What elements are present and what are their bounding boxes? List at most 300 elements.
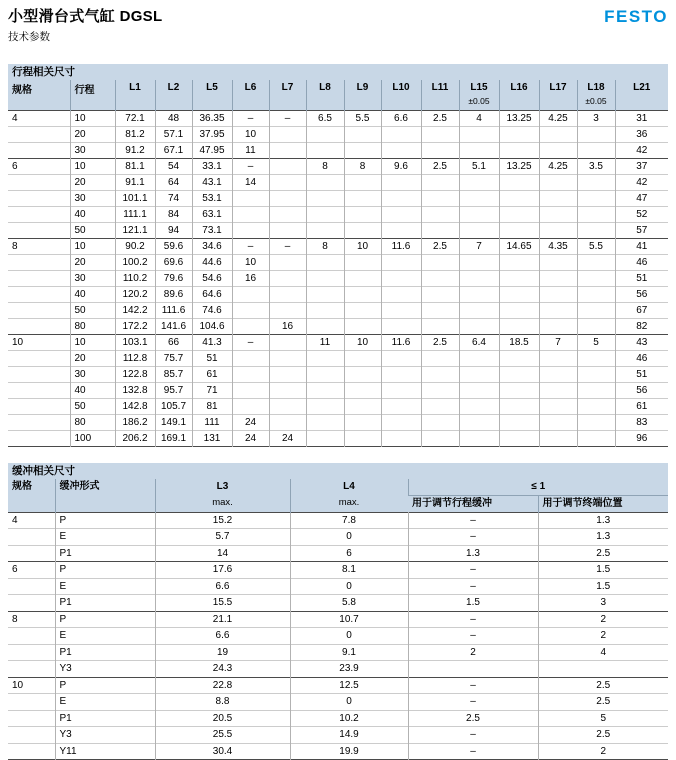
dimension-cell: [459, 174, 499, 190]
dimension-cell: [381, 126, 421, 142]
dimension-cell: [577, 222, 615, 238]
dimension-cell: [232, 382, 269, 398]
dimension-cell: 1.5: [408, 595, 538, 612]
dimension-cell: [306, 286, 344, 302]
dimension-cell: 31: [615, 110, 668, 126]
size-cell: [8, 398, 70, 414]
dimension-cell: [269, 366, 306, 382]
stroke-cell: 40: [70, 206, 115, 222]
table-row: [8, 578, 668, 595]
dimension-cell: [344, 286, 381, 302]
dimension-cell: [381, 366, 421, 382]
dimension-cell: 51: [615, 270, 668, 286]
table-row: [8, 694, 668, 711]
dimension-cell: 22.8: [155, 677, 290, 694]
dimension-cell: [499, 398, 539, 414]
stroke-cell: 10: [70, 334, 115, 350]
dimension-cell: [232, 318, 269, 334]
size-cell: [8, 694, 55, 711]
dimension-column-header: [269, 80, 306, 110]
dimension-cell: [539, 126, 577, 142]
cushion-type-cell: P: [55, 512, 155, 529]
table-row: [8, 142, 668, 158]
dimension-cell: [306, 382, 344, 398]
dimension-cell: [381, 222, 421, 238]
dimension-cell: [306, 350, 344, 366]
column-header-label: L18: [580, 81, 613, 95]
dimension-cell: 24: [269, 430, 306, 446]
size-cell: [8, 286, 70, 302]
cushion-type-cell: Y11: [55, 743, 155, 760]
dimension-cell: 0: [290, 628, 408, 645]
size-cell: [8, 206, 70, 222]
dimension-cell: –: [408, 677, 538, 694]
dimension-cell: [381, 206, 421, 222]
dimension-cell: [344, 126, 381, 142]
dimension-cell: [577, 254, 615, 270]
dimension-column-header: [539, 80, 577, 110]
dimension-cell: 21.1: [155, 611, 290, 628]
dimension-cell: [269, 254, 306, 270]
size-cell: 6: [8, 158, 70, 174]
column-header-label: L17: [542, 81, 575, 95]
dimension-cell: 10: [344, 334, 381, 350]
dimension-cell: 71: [192, 382, 232, 398]
size-cell: [8, 578, 55, 595]
dimension-cell: 111.1: [115, 206, 155, 222]
dimension-cell: 6: [290, 545, 408, 562]
stroke-cell: 20: [70, 254, 115, 270]
dimension-cell: 67.1: [155, 142, 192, 158]
table-row: [8, 238, 668, 254]
dimension-cell: 14: [232, 174, 269, 190]
dimension-cell: 2.5: [408, 710, 538, 727]
table-row: [8, 302, 668, 318]
size-cell: 8: [8, 238, 70, 254]
dimension-cell: [577, 350, 615, 366]
dimension-cell: 142.8: [115, 398, 155, 414]
dimension-cell: 142.2: [115, 302, 155, 318]
dimension-cell: [306, 318, 344, 334]
table-row: [8, 710, 668, 727]
dimension-cell: 17.6: [155, 562, 290, 579]
dimension-cell: 4.35: [539, 238, 577, 254]
table-row: [8, 158, 668, 174]
dimension-cell: 12.5: [290, 677, 408, 694]
size-cell: [8, 318, 70, 334]
dimension-cell: 5.7: [155, 529, 290, 546]
dimension-cell: 2: [538, 628, 668, 645]
dimension-cell: –: [269, 238, 306, 254]
dimension-column-header: [192, 80, 232, 110]
stroke-cell: 30: [70, 366, 115, 382]
dimension-cell: 15.5: [155, 595, 290, 612]
dimension-cell: [577, 270, 615, 286]
stroke-cell: 50: [70, 398, 115, 414]
dimension-cell: –: [408, 628, 538, 645]
dimension-cell: 34.6: [192, 238, 232, 254]
dimension-cell: [306, 142, 344, 158]
dimension-cell: 19: [155, 644, 290, 661]
dimension-cell: [538, 661, 668, 678]
dimension-cell: [577, 414, 615, 430]
dimension-cell: [344, 430, 381, 446]
dimension-cell: [539, 206, 577, 222]
dimension-cell: [577, 366, 615, 382]
dimension-cell: 14.9: [290, 727, 408, 744]
stroke-dimensions-table: [8, 80, 668, 447]
dimension-cell: 8: [306, 238, 344, 254]
dimension-cell: 11: [306, 334, 344, 350]
dimension-cell: 37: [615, 158, 668, 174]
dimension-cell: 36.35: [192, 110, 232, 126]
dimension-cell: [344, 142, 381, 158]
size-cell: 8: [8, 611, 55, 628]
table-row: [8, 366, 668, 382]
dimension-cell: [539, 382, 577, 398]
dimension-cell: 6.5: [306, 110, 344, 126]
dimension-cell: [421, 270, 459, 286]
dimension-cell: 59.6: [155, 238, 192, 254]
cushion-type-cell: P: [55, 562, 155, 579]
dimension-cell: –: [408, 512, 538, 529]
dimension-cell: [459, 318, 499, 334]
dimension-cell: [306, 398, 344, 414]
dimension-cell: [577, 286, 615, 302]
table-row: [8, 110, 668, 126]
dimension-cell: [459, 222, 499, 238]
dimension-cell: [344, 206, 381, 222]
dimension-cell: 8.8: [155, 694, 290, 711]
table-row: [8, 644, 668, 661]
dimension-cell: –: [408, 562, 538, 579]
dimension-cell: [539, 414, 577, 430]
table-row: [8, 126, 668, 142]
dimension-cell: 172.2: [115, 318, 155, 334]
column-header-tolerance: ±0.05: [462, 95, 497, 107]
column-header-label: L3: [158, 479, 288, 495]
dimension-cell: 132.8: [115, 382, 155, 398]
dimension-cell: 24.3: [155, 661, 290, 678]
dimension-cell: 30.4: [155, 743, 290, 760]
size-cell: [8, 366, 70, 382]
dimension-cell: 47.95: [192, 142, 232, 158]
dimension-cell: [306, 190, 344, 206]
page-header: [8, 8, 668, 44]
dimension-cell: [577, 190, 615, 206]
dimension-cell: 16: [269, 318, 306, 334]
dimension-cell: [499, 270, 539, 286]
dimension-cell: [499, 302, 539, 318]
dimension-cell: 24: [232, 430, 269, 446]
size-cell: 6: [8, 562, 55, 579]
dimension-cell: [577, 382, 615, 398]
size-cell: [8, 174, 70, 190]
dimension-cell: 90.2: [115, 238, 155, 254]
dimension-cell: [306, 414, 344, 430]
stroke-cell: 10: [70, 110, 115, 126]
dimension-cell: 51: [615, 366, 668, 382]
dimension-cell: 43.1: [192, 174, 232, 190]
dimension-cell: 72.1: [115, 110, 155, 126]
dimension-cell: 131: [192, 430, 232, 446]
cushion-type-cell: P1: [55, 545, 155, 562]
dimension-cell: [269, 382, 306, 398]
dimension-cell: –: [408, 727, 538, 744]
dimension-cell: [539, 350, 577, 366]
dimension-cell: [459, 270, 499, 286]
cushion-type-cell: P1: [55, 595, 155, 612]
size-cell: 4: [8, 110, 70, 126]
size-column-header: 规格: [8, 80, 70, 110]
dimension-cell: 11: [232, 142, 269, 158]
column-header-label: L21: [618, 81, 667, 95]
dimension-cell: [421, 350, 459, 366]
dimension-cell: [459, 430, 499, 446]
table-row: [8, 430, 668, 446]
dimension-cell: [232, 398, 269, 414]
dimension-cell: 37.95: [192, 126, 232, 142]
dimension-cell: [421, 398, 459, 414]
dimension-cell: [421, 206, 459, 222]
dimension-column-header: [232, 80, 269, 110]
dimension-cell: [577, 318, 615, 334]
column-header-label: L16: [502, 81, 537, 95]
dimension-cell: [269, 270, 306, 286]
size-cell: [8, 142, 70, 158]
dimension-cell: [499, 126, 539, 142]
column-header-label: L2: [158, 81, 190, 95]
cushion-type-cell: P: [55, 677, 155, 694]
dimension-cell: 103.1: [115, 334, 155, 350]
dimension-cell: [499, 206, 539, 222]
dimension-cell: [269, 334, 306, 350]
size-cell: [8, 382, 70, 398]
dimension-cell: [459, 350, 499, 366]
dimension-cell: [269, 398, 306, 414]
dimension-cell: 73.1: [192, 222, 232, 238]
table-row: [8, 743, 668, 760]
dimension-cell: 82: [615, 318, 668, 334]
dimension-cell: –: [408, 578, 538, 595]
dimension-cell: [539, 190, 577, 206]
table-row: [8, 562, 668, 579]
dimension-cell: [499, 254, 539, 270]
dimension-cell: [306, 270, 344, 286]
cushion-type-cell: E: [55, 529, 155, 546]
dimension-cell: 81.1: [115, 158, 155, 174]
dimension-cell: [539, 318, 577, 334]
dimension-cell: 43: [615, 334, 668, 350]
table-row: [8, 414, 668, 430]
dimension-cell: 1.3: [408, 545, 538, 562]
stroke-cell: 20: [70, 174, 115, 190]
dimension-cell: [381, 350, 421, 366]
dimension-cell: [269, 350, 306, 366]
dimension-cell: 2.5: [538, 694, 668, 711]
dimension-cell: [539, 398, 577, 414]
dimension-cell: 51: [192, 350, 232, 366]
dimension-cell: 19.9: [290, 743, 408, 760]
dimension-cell: 64.6: [192, 286, 232, 302]
dimension-cell: 122.8: [115, 366, 155, 382]
size-cell: [8, 529, 55, 546]
dimension-cell: 2.5: [538, 677, 668, 694]
dimension-cell: 25.5: [155, 727, 290, 744]
dimension-cell: –: [232, 238, 269, 254]
dimension-cell: [459, 190, 499, 206]
dimension-cell: 8: [344, 158, 381, 174]
dimension-cell: 186.2: [115, 414, 155, 430]
size-cell: [8, 661, 55, 678]
dimension-cell: 0: [290, 529, 408, 546]
dimension-cell: [421, 302, 459, 318]
dimension-cell: 94: [155, 222, 192, 238]
dimension-cell: 66: [155, 334, 192, 350]
stroke-cell: 30: [70, 270, 115, 286]
cushion-type-column-header: 缓冲形式: [55, 479, 155, 513]
table-row: [8, 677, 668, 694]
dimension-cell: 56: [615, 382, 668, 398]
dimension-cell: [539, 286, 577, 302]
table-row: [8, 398, 668, 414]
dimension-cell: 91.1: [115, 174, 155, 190]
cushion-type-cell: P: [55, 611, 155, 628]
dimension-cell: [499, 174, 539, 190]
dimension-cell: –: [408, 743, 538, 760]
dimension-column-header: [381, 80, 421, 110]
dimension-cell: 4.25: [539, 158, 577, 174]
dimension-cell: [344, 174, 381, 190]
l4-column-header: [290, 479, 408, 513]
dimension-cell: 110.2: [115, 270, 155, 286]
dimension-cell: 7: [539, 334, 577, 350]
dimension-cell: 64: [155, 174, 192, 190]
dimension-cell: [344, 382, 381, 398]
stroke-column-header: 行程: [70, 80, 115, 110]
table-row: [8, 254, 668, 270]
dimension-cell: 101.1: [115, 190, 155, 206]
cushion-type-cell: E: [55, 694, 155, 711]
column-header-label: L9: [347, 81, 379, 95]
size-cell: 4: [8, 512, 55, 529]
column-header-label: L1: [118, 81, 153, 95]
dimension-cell: [269, 142, 306, 158]
page-title: 小型滑台式气缸 DGSL: [8, 8, 162, 26]
dimension-cell: 5.5: [344, 110, 381, 126]
column-header-max: max.: [158, 495, 288, 511]
dimension-cell: 15.2: [155, 512, 290, 529]
dimension-cell: [421, 366, 459, 382]
dimension-cell: [306, 206, 344, 222]
dimension-cell: 4.25: [539, 110, 577, 126]
dimension-cell: [539, 142, 577, 158]
dimension-cell: [232, 302, 269, 318]
column-header-label: L10: [384, 81, 419, 95]
dimension-cell: [421, 318, 459, 334]
dimension-cell: [344, 366, 381, 382]
dimension-cell: [459, 142, 499, 158]
dimension-cell: [539, 222, 577, 238]
dimension-cell: [381, 398, 421, 414]
dimension-cell: [381, 270, 421, 286]
dimension-cell: 91.2: [115, 142, 155, 158]
dimension-cell: [344, 350, 381, 366]
table-row: [8, 190, 668, 206]
dimension-cell: 56: [615, 286, 668, 302]
dimension-cell: 14.65: [499, 238, 539, 254]
table-row: [8, 270, 668, 286]
dimension-cell: [421, 414, 459, 430]
dimension-cell: [499, 190, 539, 206]
dimension-cell: 112.8: [115, 350, 155, 366]
dimension-cell: [459, 206, 499, 222]
table-row: [8, 206, 668, 222]
dimension-cell: [539, 174, 577, 190]
column-header-label: L15: [462, 81, 497, 95]
dimension-cell: 2.5: [421, 238, 459, 254]
table-row: [8, 727, 668, 744]
size-cell: 10: [8, 334, 70, 350]
dimension-cell: 47: [615, 190, 668, 206]
stroke-table-body: [8, 110, 668, 446]
table-row: [8, 545, 668, 562]
dimension-cell: [306, 302, 344, 318]
section-header-cushion-dimensions: 缓冲相关尺寸: [8, 463, 668, 479]
dimension-column-header: [499, 80, 539, 110]
dimension-cell: [459, 414, 499, 430]
dimension-cell: –: [269, 110, 306, 126]
dimension-cell: 53.1: [192, 190, 232, 206]
title-block: [8, 8, 162, 44]
column-header-tolerance: ±0.05: [580, 95, 613, 107]
dimension-cell: [269, 190, 306, 206]
dimension-cell: [577, 142, 615, 158]
dimension-cell: 42: [615, 142, 668, 158]
column-header-label: L7: [272, 81, 304, 95]
dimension-cell: [344, 302, 381, 318]
dimension-cell: 7: [459, 238, 499, 254]
dimension-cell: [381, 142, 421, 158]
dimension-cell: 1.3: [538, 529, 668, 546]
dimension-column-header: [115, 80, 155, 110]
dimension-cell: 61: [192, 366, 232, 382]
dimension-cell: 6.6: [155, 628, 290, 645]
dimension-cell: [381, 302, 421, 318]
dimension-cell: 3: [538, 595, 668, 612]
dimension-cell: 10.2: [290, 710, 408, 727]
size-cell: [8, 254, 70, 270]
header-row: [8, 479, 668, 496]
dimension-cell: [577, 206, 615, 222]
column-header-max: max.: [293, 495, 406, 511]
dimension-cell: 84: [155, 206, 192, 222]
dimension-cell: [577, 174, 615, 190]
stroke-cell: 80: [70, 414, 115, 430]
dimension-cell: 95.7: [155, 382, 192, 398]
dimension-cell: 23.9: [290, 661, 408, 678]
dimension-cell: [344, 414, 381, 430]
cushion-table-head: [8, 479, 668, 513]
dimension-cell: [539, 302, 577, 318]
size-cell: 10: [8, 677, 55, 694]
stroke-cell: 30: [70, 142, 115, 158]
table-row: [8, 222, 668, 238]
dimension-cell: 89.6: [155, 286, 192, 302]
dimension-cell: [421, 222, 459, 238]
dimension-cell: 104.6: [192, 318, 232, 334]
dimension-cell: 24: [232, 414, 269, 430]
